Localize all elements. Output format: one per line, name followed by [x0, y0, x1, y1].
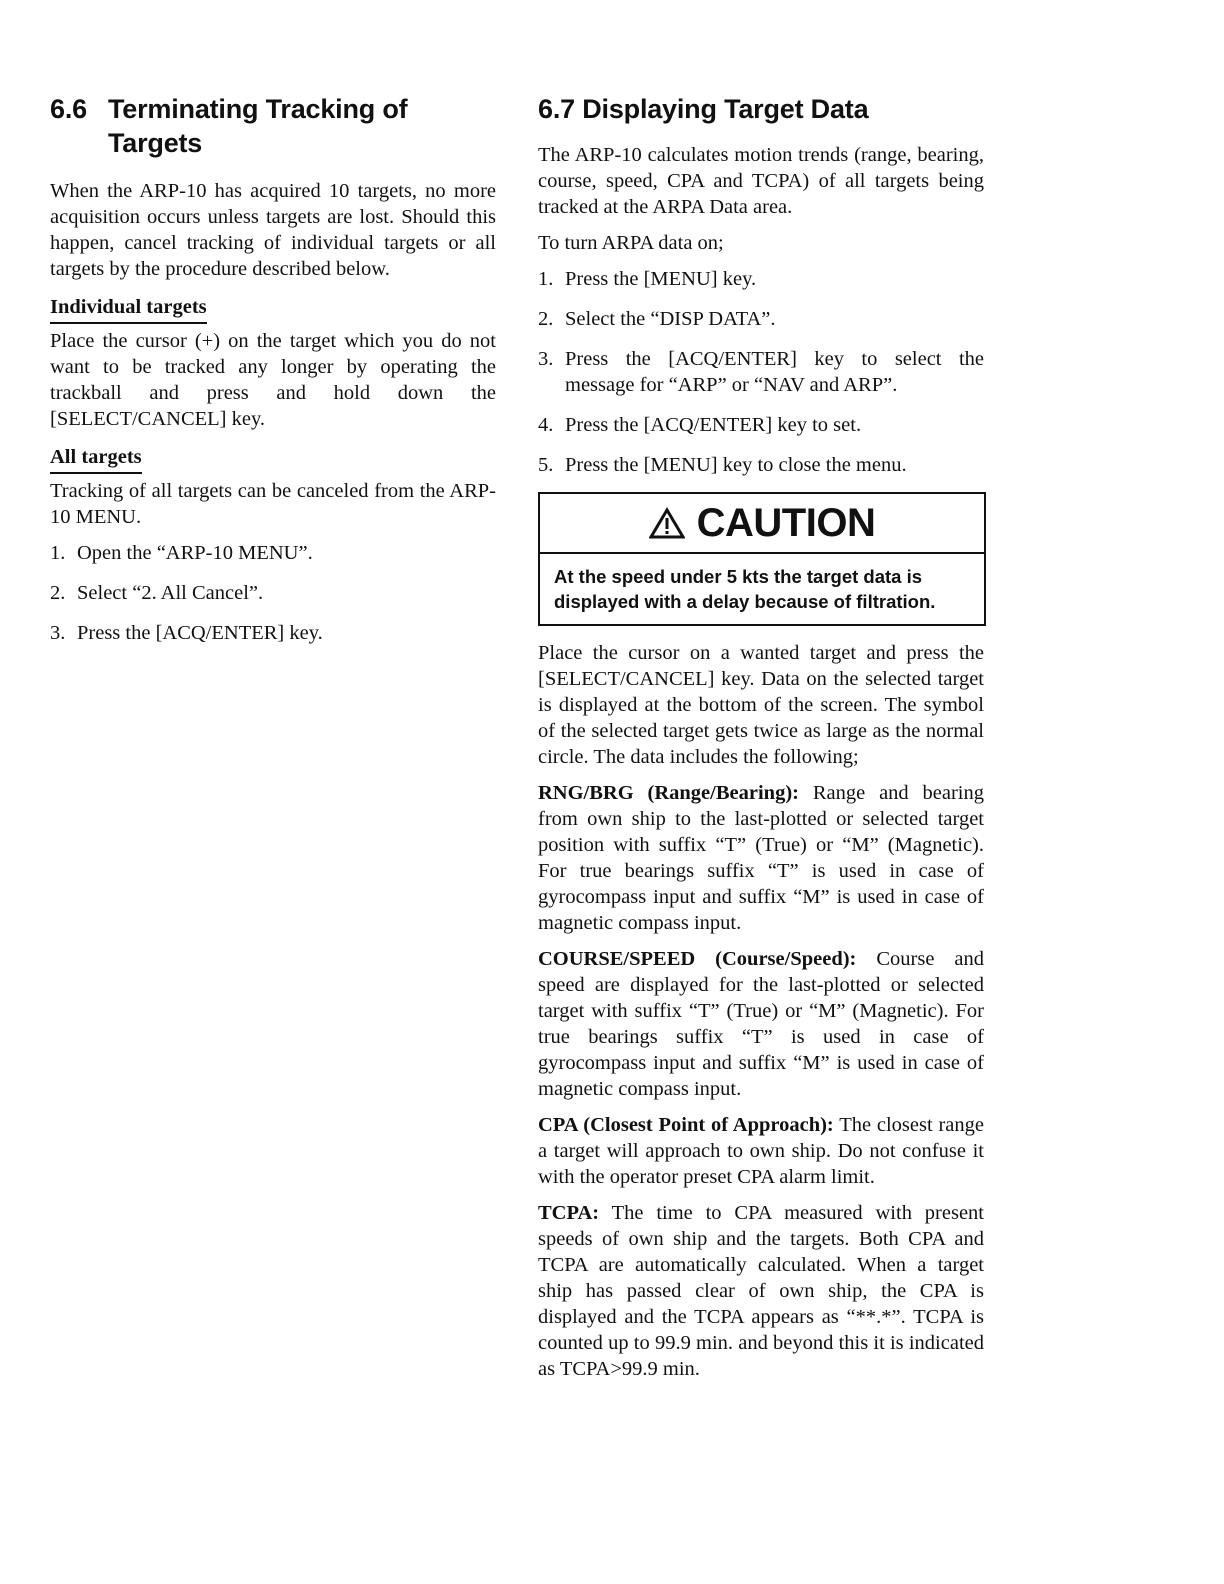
list-item: 4. Press the [ACQ/ENTER] key to set.: [538, 414, 862, 436]
list-item: 2. Select the “DISP DATA”.: [538, 308, 776, 330]
tcpa-term: TCPA:: [538, 1202, 600, 1224]
tcpa-paragraph: TCPA: The time to CPA measured with present speeds of own ship and the targets. Both CPA and TCPA are automatically calculated. When a target ship has passed clear of own ship, the CPA is displayed and the TCPA appears as “**.*”. TCPA is counted up to 99.9 min. and beyond this it is indicated as TCPA>99.9 min.: [538, 1202, 984, 1380]
individual-targets-text: Place the cursor (+) on the target which you do not want to be tracked any longer by operating the trackball and press and hold down the [SELECT/CANCEL] key.: [50, 330, 496, 430]
section-title: Terminating Tracking of Targets: [108, 94, 408, 158]
list-item: 3. Press the [ACQ/ENTER] key to select the message for “ARP” or “NAV and ARP”.: [538, 348, 984, 396]
all-targets-heading: All targets: [50, 444, 142, 474]
right-column: [538, 92, 984, 1382]
section-6-7-heading: 6.7 Displaying Target Data: [538, 94, 869, 124]
all-cancel-steps: [50, 540, 496, 646]
list-item: 1. Open the “ARP-10 MENU”.: [50, 542, 313, 564]
course-speed-term: COURSE/SPEED (Course/Speed):: [538, 948, 857, 970]
list-item: 5. Press the [MENU] key to close the menu.: [538, 454, 907, 476]
section-6-6-heading: [50, 92, 496, 160]
arpa-data-steps: [538, 266, 984, 478]
cpa-paragraph: CPA (Closest Point of Approach): The closest range a target will approach to own ship. Do not confuse it with the operator preset CPA alarm limit.: [538, 1114, 984, 1188]
section-number: 6.6: [50, 94, 87, 124]
turn-on-text: To turn ARPA data on;: [538, 232, 724, 254]
caution-box: [538, 492, 986, 626]
warning-triangle-icon: [649, 507, 685, 539]
list-item: 1. Press the [MENU] key.: [538, 268, 757, 290]
left-column: [50, 92, 496, 660]
caution-text: At the speed under 5 kts the target data is displayed with a delay because of filtration.: [554, 566, 936, 612]
intro-paragraph: When the ARP-10 has acquired 10 targets, no more acquisition occurs unless targets are lost. Should this happen, cancel tracking of individual targets or all targets by the procedure described below.: [50, 180, 496, 280]
rng-brg-term: RNG/BRG (Range/Bearing):: [538, 782, 799, 804]
cpa-term: CPA (Closest Point of Approach):: [538, 1114, 834, 1136]
rng-brg-paragraph: RNG/BRG (Range/Bearing): Range and bearing from own ship to the last-plotted or selected target position with suffix “T” (True) or “M” (Magnetic). For true bearings suffix “T” is used in case of gyrocompass input and suffix “M” is used in case of magnetic compass input.: [538, 782, 984, 934]
individual-targets-heading: Individual targets: [50, 294, 207, 324]
select-target-text: Place the cursor on a wanted target and press the [SELECT/CANCEL] key. Data on the selected target is displayed at the bottom of the screen. The symbol of the selected target gets twice as large as the normal circle. The data includes the following;: [538, 642, 984, 768]
caution-title: CAUTION: [696, 500, 876, 545]
course-speed-paragraph: COURSE/SPEED (Course/Speed): Course and speed are displayed for the last-plotted or selected target with suffix “T” (True) or “M” (Magnetic). For true bearings suffix “T” is used in case of gyrocompass input and suffix “M” is used in case of magnetic compass input.: [538, 948, 984, 1100]
caution-header: [540, 494, 984, 554]
intro-paragraph: The ARP-10 calculates motion trends (range, bearing, course, speed, CPA and TCPA) of all targets being tracked at the ARPA Data area.: [538, 144, 984, 218]
all-targets-text: Tracking of all targets can be canceled from the ARP-10 MENU.: [50, 480, 496, 528]
list-item: 2. Select “2. All Cancel”.: [50, 582, 264, 604]
list-item: 3. Press the [ACQ/ENTER] key.: [50, 622, 323, 644]
